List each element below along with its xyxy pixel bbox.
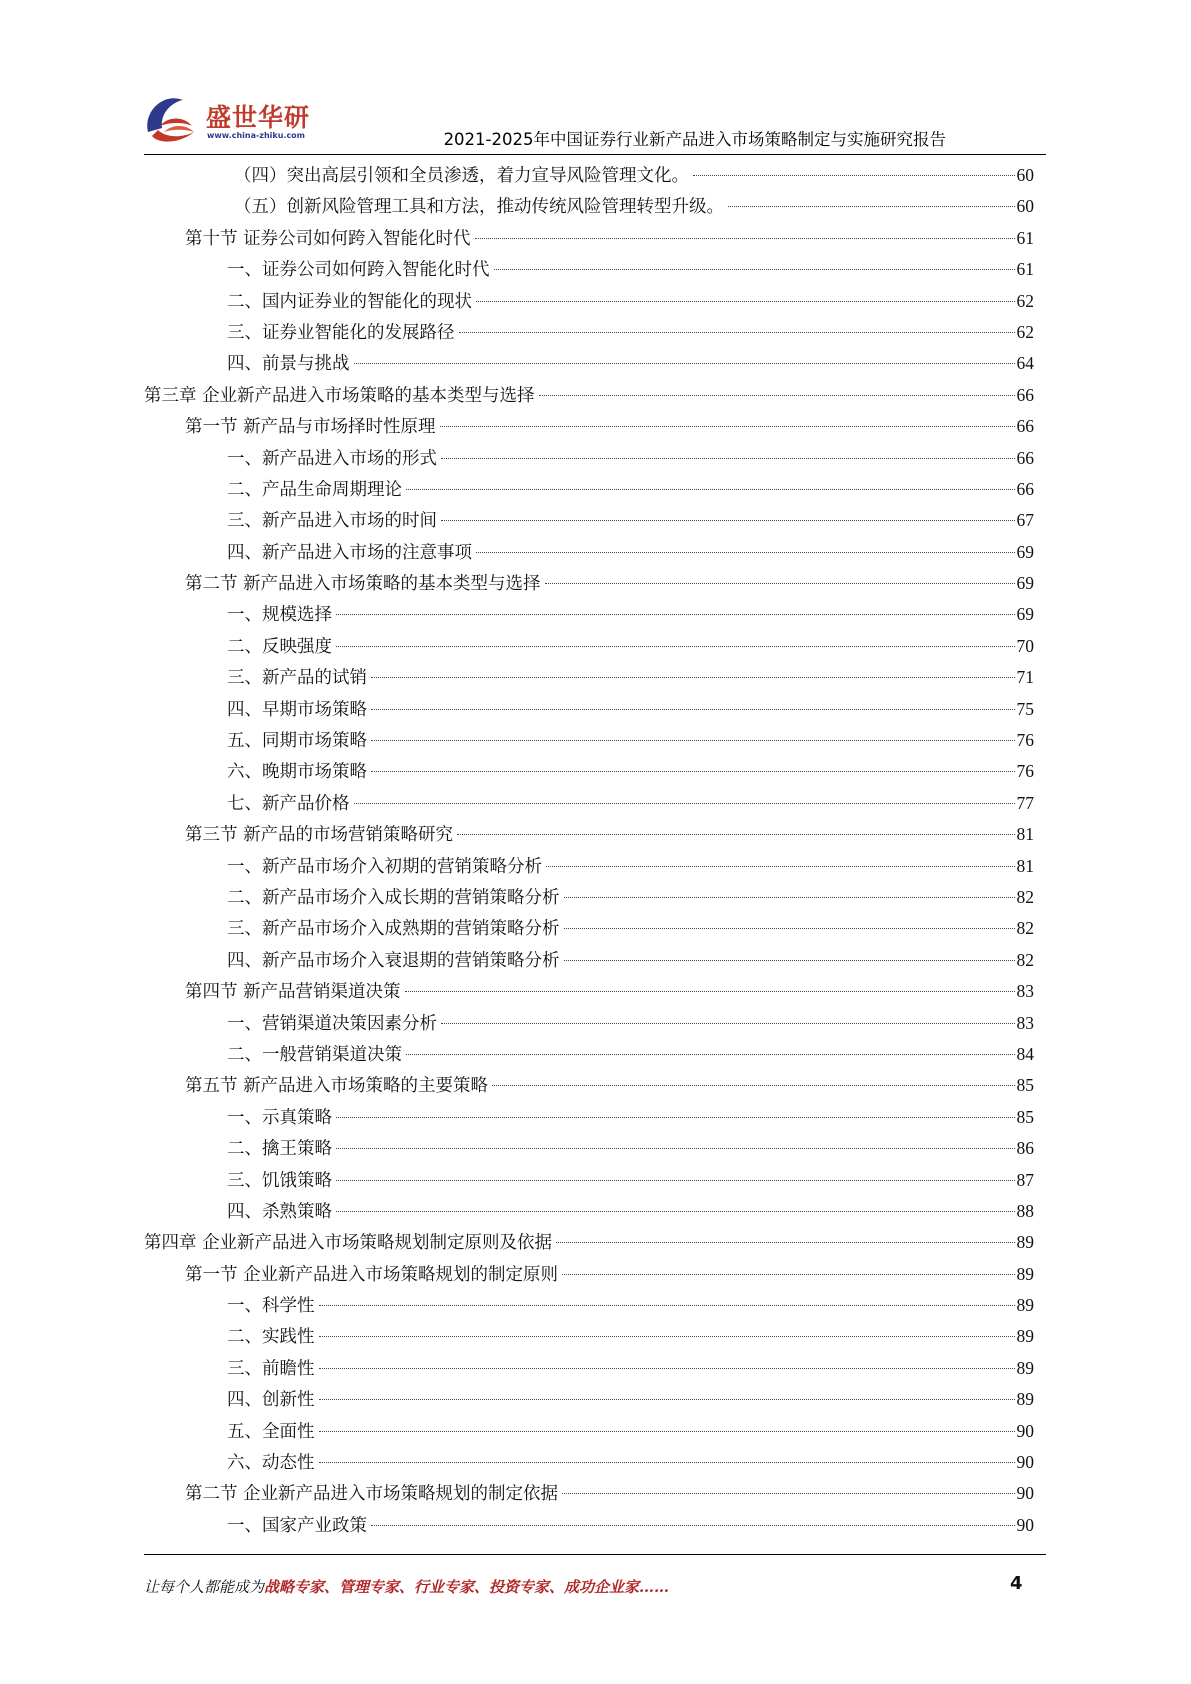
toc-entry-title: （五）创新风险管理工具和方法，推动传统风险管理转型升级。: [234, 197, 724, 218]
toc-entry-title: 三、饥饿策略: [227, 1170, 332, 1191]
toc-leader-dots: [564, 928, 1015, 929]
toc-leader-dots: [728, 206, 1015, 207]
toc-leader-dots: [319, 1462, 1015, 1463]
toc-entry-page: 77: [1016, 792, 1034, 813]
toc-entry-page: 90: [1016, 1514, 1034, 1535]
slogan-highlight: 战略专家、管理专家、行业专家、投资专家、成功企业家……: [264, 1578, 670, 1596]
toc-entry[interactable]: [144, 945, 1034, 976]
toc-entry-page: 62: [1016, 321, 1034, 342]
toc-leader-dots: [371, 677, 1015, 678]
toc-entry-title: 第五节 新产品进入市场策略的主要策略: [185, 1076, 489, 1097]
toc-leader-dots: [476, 301, 1015, 302]
toc-entry-title: 三、前瞻性: [227, 1358, 315, 1379]
toc-entry-title: 二、新产品市场介入成长期的营销策略分析: [227, 887, 560, 908]
toc-entry-title: 五、全面性: [227, 1421, 315, 1442]
header-divider: [144, 154, 1046, 155]
toc-entry-page: 69: [1016, 541, 1034, 562]
toc-entry-title: （四）突出高层引领和全员渗透，着力宣导风险管理文化。: [234, 166, 689, 186]
toc-entry[interactable]: [144, 1321, 1034, 1352]
toc-entry[interactable]: [144, 380, 1034, 411]
toc-entry-page: 69: [1016, 573, 1034, 594]
logo-url: www.china-zhiku.com: [207, 131, 306, 140]
toc-entry-page: 64: [1016, 353, 1034, 374]
toc-leader-dots: [492, 1085, 1014, 1086]
toc-leader-dots: [371, 771, 1015, 772]
toc-leader-dots: [371, 740, 1015, 741]
toc-entry-title: 四、新产品进入市场的注意事项: [227, 542, 472, 563]
toc-entry-title: 一、新产品市场介入初期的营销策略分析: [227, 856, 542, 877]
toc-entry-page: 82: [1016, 918, 1034, 939]
toc-leader-dots: [336, 646, 1015, 647]
toc-leader-dots: [319, 1336, 1015, 1337]
toc-entry-page: 86: [1016, 1138, 1034, 1159]
toc-entry-title: 一、营销渠道决策因素分析: [227, 1013, 437, 1034]
toc-entry[interactable]: [144, 1384, 1034, 1415]
toc-entry-title: 二、国内证券业的智能化的现状: [227, 291, 472, 312]
toc-entry-page: 88: [1016, 1200, 1034, 1221]
toc-entry[interactable]: [144, 913, 1034, 944]
toc-entry[interactable]: [144, 1510, 1034, 1541]
toc-leader-dots: [371, 1525, 1015, 1526]
toc-leader-dots: [319, 1368, 1015, 1369]
toc-entry[interactable]: [144, 851, 1034, 882]
toc-entry-page: 70: [1016, 635, 1034, 656]
toc-leader-dots: [441, 520, 1015, 521]
toc-entry-page: 60: [1016, 196, 1034, 217]
toc-entry[interactable]: [144, 1102, 1034, 1133]
toc-leader-dots: [336, 1180, 1015, 1181]
toc-entry-page: 81: [1016, 824, 1034, 845]
report-title: 2021-2025年中国证券行业新产品进入市场策略制定与实施研究报告: [443, 130, 946, 149]
toc-entry[interactable]: [144, 254, 1034, 285]
toc-entry-title: 二、实践性: [227, 1327, 315, 1348]
toc-entry-title: 三、新产品进入市场的时间: [227, 511, 437, 532]
toc-entry-title: 第一节 新产品与市场择时性原理: [185, 417, 436, 438]
toc-entry[interactable]: [144, 1447, 1034, 1478]
footer-divider: [144, 1554, 1046, 1555]
toc-leader-dots: [556, 1242, 1014, 1243]
toc-entry-page: 83: [1016, 981, 1034, 1002]
toc-leader-dots: [441, 458, 1015, 459]
toc-entry-title: 一、证券公司如何跨入智能化时代: [227, 260, 490, 281]
toc-entry-page: 60: [1016, 165, 1034, 185]
toc-entry-title: 三、新产品的试销: [227, 668, 367, 689]
toc-entry[interactable]: [144, 1478, 1034, 1509]
toc-entry-title: 四、新产品市场介入衰退期的营销策略分析: [227, 950, 560, 971]
toc-entry[interactable]: [144, 1008, 1034, 1039]
toc-entry[interactable]: [144, 976, 1034, 1007]
toc-entry-page: 90: [1016, 1452, 1034, 1473]
toc-entry-page: 90: [1016, 1483, 1034, 1504]
toc-entry-title: 二、擒王策略: [227, 1139, 332, 1160]
toc-entry-title: 三、证券业智能化的发展路径: [227, 322, 455, 343]
toc-entry[interactable]: [144, 443, 1034, 474]
toc-entry-page: 85: [1016, 1075, 1034, 1096]
toc-leader-dots: [494, 269, 1015, 270]
toc-leader-dots: [476, 552, 1015, 553]
toc-entry[interactable]: [144, 505, 1034, 536]
toc-entry[interactable]: [144, 662, 1034, 693]
toc-entry-title: 四、杀熟策略: [227, 1201, 332, 1222]
toc-entry-page: 69: [1016, 604, 1034, 625]
logo-name: 盛世华研: [206, 103, 311, 132]
toc-entry-title: 第二节 企业新产品进入市场策略规划的制定依据: [185, 1484, 559, 1505]
toc-entry-title: 五、同期市场策略: [227, 731, 367, 752]
toc-entry[interactable]: [144, 756, 1034, 787]
page-number: 4: [1010, 1573, 1023, 1594]
toc-entry[interactable]: [144, 191, 1034, 222]
toc-entry-page: 89: [1016, 1232, 1034, 1253]
toc-entry-title: 三、新产品市场介入成熟期的营销策略分析: [227, 919, 560, 940]
toc-leader-dots: [564, 960, 1015, 961]
toc-entry-title: 七、新产品价格: [227, 793, 350, 814]
toc-entry-page: 61: [1016, 227, 1034, 248]
toc-entry[interactable]: [144, 411, 1034, 442]
toc-entry-title: 六、动态性: [227, 1453, 315, 1474]
toc-leader-dots: [354, 363, 1015, 364]
toc-entry-page: 89: [1016, 1263, 1034, 1284]
toc-leader-dots: [562, 1274, 1014, 1275]
toc-entry[interactable]: [144, 1196, 1034, 1227]
toc-entry-page: 82: [1016, 949, 1034, 970]
toc-entry-title: 第三章 企业新产品进入市场策略的基本类型与选择: [144, 385, 535, 406]
toc-entry[interactable]: [144, 1259, 1034, 1290]
toc-entry-page: 66: [1016, 478, 1034, 499]
page-header: [0, 0, 1191, 160]
toc-leader-dots: [545, 583, 1015, 584]
toc-entry-page: 84: [1016, 1043, 1034, 1064]
toc-entry[interactable]: [144, 631, 1034, 662]
toc-leader-dots: [539, 395, 1015, 396]
toc-entry-page: 66: [1016, 416, 1034, 437]
toc-leader-dots: [406, 1054, 1015, 1055]
toc-entry[interactable]: [144, 1290, 1034, 1321]
toc-entry-page: 90: [1016, 1420, 1034, 1441]
toc-entry[interactable]: [144, 882, 1034, 913]
toc-entry-page: 71: [1016, 667, 1034, 688]
toc-entry[interactable]: [144, 160, 1034, 191]
toc-entry-page: 85: [1016, 1106, 1034, 1127]
toc-entry-title: 一、新产品进入市场的形式: [227, 448, 437, 469]
toc-entry-page: 89: [1016, 1295, 1034, 1316]
toc-entry-page: 61: [1016, 259, 1034, 280]
toc-leader-dots: [693, 175, 1015, 176]
toc-entry[interactable]: [144, 1416, 1034, 1447]
toc-leader-dots: [406, 489, 1015, 490]
toc-leader-dots: [319, 1305, 1015, 1306]
toc-entry-page: 87: [1016, 1169, 1034, 1190]
toc-entry[interactable]: [144, 725, 1034, 756]
toc-entry-page: 89: [1016, 1326, 1034, 1347]
toc-entry[interactable]: [144, 1227, 1034, 1258]
toc-leader-dots: [562, 1493, 1014, 1494]
toc-leader-dots: [459, 332, 1015, 333]
toc-entry-page: 89: [1016, 1389, 1034, 1410]
toc-entry-page: 81: [1016, 855, 1034, 876]
toc-entry-title: 二、反映强度: [227, 636, 332, 657]
toc-entry-title: 二、产品生命周期理论: [227, 479, 402, 500]
toc-leader-dots: [457, 834, 1014, 835]
footer-slogan: [144, 1576, 669, 1597]
toc-entry[interactable]: [144, 1039, 1034, 1070]
toc-entry-page: 89: [1016, 1357, 1034, 1378]
toc-entry-page: 82: [1016, 886, 1034, 907]
toc-leader-dots: [546, 866, 1015, 867]
toc-entry[interactable]: [144, 568, 1034, 599]
toc-entry-page: 66: [1016, 384, 1034, 405]
toc-leader-dots: [440, 426, 1015, 427]
toc-leader-dots: [441, 1023, 1015, 1024]
toc-entry[interactable]: [144, 223, 1034, 254]
toc-entry-page: 62: [1016, 290, 1034, 311]
toc-entry-title: 一、示真策略: [227, 1107, 332, 1128]
toc-leader-dots: [336, 1211, 1015, 1212]
toc-leader-dots: [336, 614, 1015, 615]
toc-entry-title: 第二节 新产品进入市场策略的基本类型与选择: [185, 574, 541, 595]
toc-entry-title: 六、晚期市场策略: [227, 762, 367, 783]
toc-leader-dots: [319, 1399, 1015, 1400]
toc-entry-title: 四、前景与挑战: [227, 354, 350, 375]
toc-entry[interactable]: [144, 474, 1034, 505]
toc-entry[interactable]: [144, 819, 1034, 850]
toc-entry[interactable]: [144, 599, 1034, 630]
toc-entry-title: 第一节 企业新产品进入市场策略规划的制定原则: [185, 1264, 559, 1285]
toc-entry-title: 二、一般营销渠道决策: [227, 1044, 402, 1065]
toc-entry-title: 四、早期市场策略: [227, 699, 367, 720]
toc-entry[interactable]: [144, 348, 1034, 379]
toc-entry-title: 一、科学性: [227, 1296, 315, 1317]
toc-entry-title: 四、创新性: [227, 1390, 315, 1411]
toc-entry[interactable]: [144, 694, 1034, 725]
toc-leader-dots: [371, 709, 1015, 710]
toc-entry-page: 83: [1016, 1012, 1034, 1033]
toc-entry-page: 67: [1016, 510, 1034, 531]
toc-entry[interactable]: [144, 1070, 1034, 1101]
toc-leader-dots: [475, 238, 1015, 239]
toc-entry[interactable]: [144, 286, 1034, 317]
toc-entry-page: 76: [1016, 761, 1034, 782]
toc-entry-page: 66: [1016, 447, 1034, 468]
toc-entry-title: 一、国家产业政策: [227, 1515, 367, 1536]
toc-entry-title: 第十节 证券公司如何跨入智能化时代: [185, 228, 471, 249]
table-of-contents: [144, 160, 1034, 1541]
toc-entry[interactable]: [144, 537, 1034, 568]
toc-entry-page: 76: [1016, 730, 1034, 751]
toc-leader-dots: [319, 1431, 1015, 1432]
toc-entry-title: 第四章 企业新产品进入市场策略规划制定原则及依据: [144, 1233, 553, 1254]
toc-entry[interactable]: [144, 317, 1034, 348]
toc-leader-dots: [336, 1117, 1015, 1118]
toc-leader-dots: [354, 803, 1015, 804]
toc-entry-title: 一、规模选择: [227, 605, 332, 626]
toc-entry-title: 第三节 新产品的市场营销策略研究: [185, 825, 454, 846]
slogan-lead: 让每个人都能成为: [144, 1578, 265, 1596]
toc-entry[interactable]: [144, 1165, 1034, 1196]
toc-entry[interactable]: [144, 1133, 1034, 1164]
toc-leader-dots: [336, 1148, 1015, 1149]
toc-leader-dots: [564, 897, 1015, 898]
toc-entry[interactable]: [144, 788, 1034, 819]
toc-entry-title: 第四节 新产品营销渠道决策: [185, 982, 401, 1003]
toc-entry[interactable]: [144, 1353, 1034, 1384]
toc-leader-dots: [405, 991, 1015, 992]
toc-entry-page: 75: [1016, 698, 1034, 719]
